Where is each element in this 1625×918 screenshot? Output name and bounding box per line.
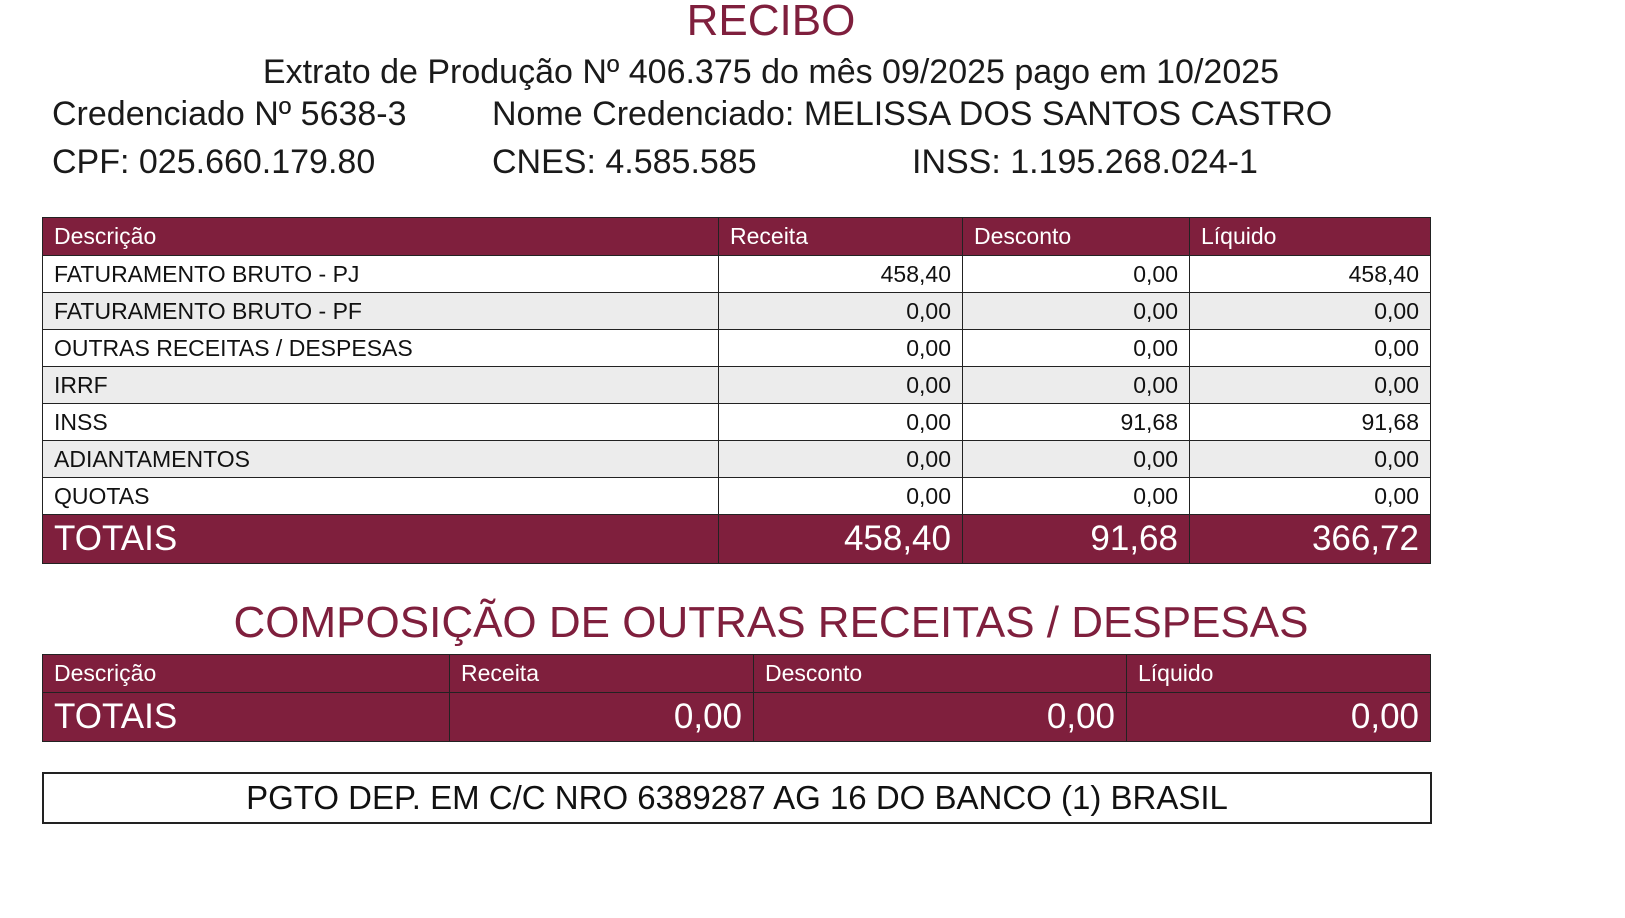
- payment-info: PGTO DEP. EM C/C NRO 6389287 AG 16 DO BANCO (1) BRASIL: [42, 772, 1432, 824]
- totals-label: TOTAIS: [43, 515, 719, 564]
- cpf-field: CPF: 025.660.179.80: [52, 143, 376, 181]
- table-row: [43, 404, 1431, 441]
- totals-receita: 0,00: [450, 693, 754, 742]
- extract-subtitle: Extrato de Produção Nº 406.375 do mês 09/2025 pago em 10/2025: [262, 53, 1280, 91]
- table-row: [43, 478, 1431, 515]
- totals-desconto: 0,00: [754, 693, 1127, 742]
- row-desconto: 91,68: [963, 404, 1190, 441]
- row-liquido: 458,40: [1190, 256, 1431, 293]
- row-descricao: INSS: [43, 404, 719, 441]
- composition-header-row: [43, 655, 1431, 693]
- table-row: [43, 441, 1431, 478]
- row-liquido: 0,00: [1190, 330, 1431, 367]
- row-receita: 0,00: [719, 330, 963, 367]
- totals-desconto: 91,68: [963, 515, 1190, 564]
- table-row: [43, 256, 1431, 293]
- row-receita: 0,00: [719, 367, 963, 404]
- composition-title: COMPOSIÇÃO DE OUTRAS RECEITAS / DESPESAS: [233, 598, 1309, 647]
- totals-label: TOTAIS: [43, 693, 450, 742]
- table-row: [43, 367, 1431, 404]
- cnes-field: CNES: 4.585.585: [492, 143, 757, 181]
- table-row: [43, 330, 1431, 367]
- composition-totals-row: [43, 693, 1431, 742]
- column-header-receita: Receita: [450, 655, 754, 693]
- row-desconto: 0,00: [963, 256, 1190, 293]
- row-receita: 0,00: [719, 404, 963, 441]
- column-header-desconto: Desconto: [754, 655, 1127, 693]
- production-table: [42, 217, 1431, 564]
- row-liquido: 0,00: [1190, 293, 1431, 330]
- row-desconto: 0,00: [963, 330, 1190, 367]
- row-descricao: IRRF: [43, 367, 719, 404]
- column-header-receita: Receita: [719, 218, 963, 256]
- credenciado-number: Credenciado Nº 5638-3: [52, 95, 407, 133]
- row-desconto: 0,00: [963, 367, 1190, 404]
- column-header-desconto: Desconto: [963, 218, 1190, 256]
- row-receita: 0,00: [719, 478, 963, 515]
- row-descricao: OUTRAS RECEITAS / DESPESAS: [43, 330, 719, 367]
- column-header-liquido: Líquido: [1127, 655, 1431, 693]
- totals-liquido: 0,00: [1127, 693, 1431, 742]
- row-receita: 0,00: [719, 293, 963, 330]
- credenciado-name: Nome Credenciado: MELISSA DOS SANTOS CASTRO: [492, 95, 1333, 133]
- totals-liquido: 366,72: [1190, 515, 1431, 564]
- row-receita: 0,00: [719, 441, 963, 478]
- row-descricao: FATURAMENTO BRUTO - PF: [43, 293, 719, 330]
- composition-table: [42, 654, 1431, 742]
- row-descricao: FATURAMENTO BRUTO - PJ: [43, 256, 719, 293]
- row-liquido: 91,68: [1190, 404, 1431, 441]
- column-header-descricao: Descrição: [43, 218, 719, 256]
- row-liquido: 0,00: [1190, 478, 1431, 515]
- row-desconto: 0,00: [963, 293, 1190, 330]
- table-row: [43, 293, 1431, 330]
- row-descricao: ADIANTAMENTOS: [43, 441, 719, 478]
- row-descricao: QUOTAS: [43, 478, 719, 515]
- row-liquido: 0,00: [1190, 441, 1431, 478]
- totals-row: [43, 515, 1431, 564]
- column-header-liquido: Líquido: [1190, 218, 1431, 256]
- page-title: RECIBO: [686, 0, 856, 45]
- row-receita: 458,40: [719, 256, 963, 293]
- totals-receita: 458,40: [719, 515, 963, 564]
- inss-field: INSS: 1.195.268.024-1: [912, 143, 1258, 181]
- column-header-descricao: Descrição: [43, 655, 450, 693]
- row-liquido: 0,00: [1190, 367, 1431, 404]
- row-desconto: 0,00: [963, 441, 1190, 478]
- table-header-row: [43, 218, 1431, 256]
- row-desconto: 0,00: [963, 478, 1190, 515]
